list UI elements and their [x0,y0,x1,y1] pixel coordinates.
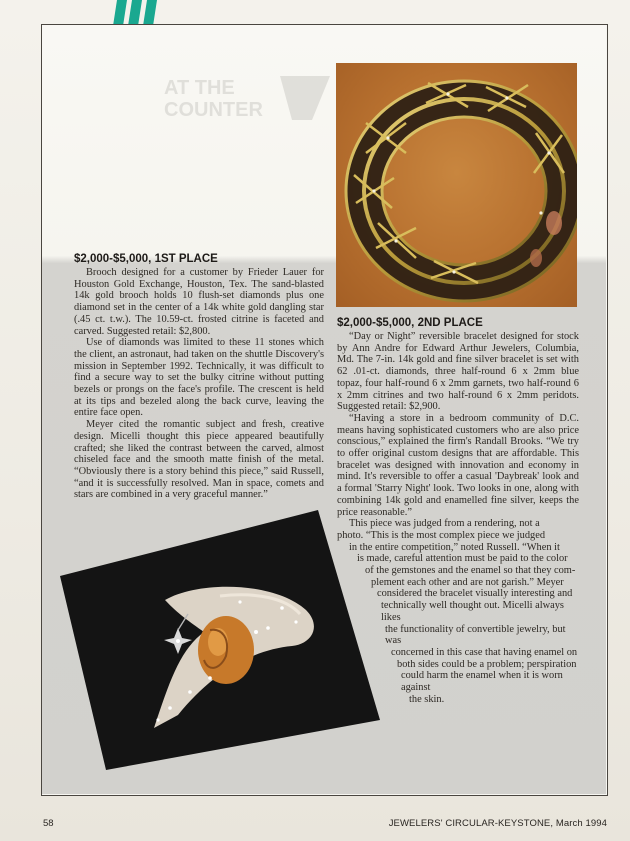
section-logo-line2: COUNTER [164,99,263,121]
second-place-paragraph-3 [337,518,579,705]
first-place-paragraph-3: Meyer cited the romantic subject and fresh, creative design. Micelli thought this piece appeared beautifully crafted; she liked the contrast between the carved, almost chiseled face and the smooth matte finish of the metal. “Obviously there is a story behind this piece,” said Russell, “and it is successfully resolved. Man in space, comets and stars are combined in a very graceful manner.” [74,419,324,501]
wrap-line: could harm the enamel when it is worn against [401,670,563,694]
second-place-paragraph-2: “Having a store in a bedroom community of D.C. means having sophisticated customers who are also price conscious,” explained the firm's Randall Brooks. “We try to offer original custom designs that are affordable. This bracelet was designed with innovation and economy in mind. It's reversible to offer a casual 'Daybreak' look and a formal 'Starry Night' look. Two looks in one, along with combining 14k gold and enamelled fine silver, keeps the price reasonable.” [337,412,579,518]
wrap-line: concerned in this case that having enamel on [391,646,578,658]
bracelet-illustration [336,63,577,307]
section-logo-line1: AT THE [164,77,235,99]
first-place-paragraph-1: Brooch designed for a customer by Frieder Lauer for Houston Gold Exchange, Houston, Tex. The sand-blasted 14k gold brooch holds 10 flush-set diamonds plus one diamond set in the center of a 14k white gold dangling star (.45 ct. t.w.). The 10.59-ct. frosted citrine is faceted and carved. Suggested retail: $2,800. [74,267,324,337]
wrap-line: the skin. [409,693,445,705]
page-number: 58 [43,818,54,829]
section-tab-mark [111,0,159,26]
wrap-line: of the gemstones and the enamel so that they com- [365,565,576,577]
wrap-line: considered the bracelet visually interesting and [377,588,573,600]
first-place-article [74,253,324,501]
second-place-heading: $2,000-$5,000, 2ND PLACE [337,317,483,329]
second-place-paragraph-1: “Day or Night” reversible bracelet designed for stock by Ann Andre for Edward Arthur Jewelers, Columbia, Md. The 7-in. 14k gold and fine silver bracelet is set with 62 .01-ct. diamonds, three half-round 6 x 2mm blue topaz, four half-round 6 x 2mm garnets, two half-round 6 x 2mm citrines and two half-round 6 x 2mm peridots. Suggested retail: $2,900. [337,331,579,413]
brooch-photo [60,510,380,770]
publication-footer: JEWELERS' CIRCULAR-KEYSTONE, March 1994 [388,818,607,829]
wrap-line: the functionality of convertible jewelry, but was [385,623,566,647]
wrap-line: both sides could be a problem; perspiration [397,658,577,670]
wrap-line: technically well thought out. Micelli always likes [381,600,564,623]
wrap-line: in the entire competition,” noted Russell. “When it [349,541,560,553]
wrap-line: plement each other and are not garish.” Meyer [371,576,564,588]
section-logo [162,74,332,122]
second-place-article [337,317,579,706]
wrap-line: is made, careful attention must be paid to the color [357,553,568,565]
first-place-heading: $2,000-$5,000, 1ST PLACE [74,253,218,265]
wrap-line: This piece was judged from a rendering, not a [349,518,540,530]
bracelet-photo [336,63,577,307]
wrap-line: photo. “This is the most complex piece we judged [337,529,546,541]
first-place-paragraph-2: Use of diamonds was limited to these 11 stones which the client, an astronaut, had taken on the shuttle Discovery's mission in September 1992. Technically, it was difficult to find a secure way to set the bulky citrine without putting bezels or prongs on the face's profile. The crescent is held at its tips and bezeled along the back curve, leaving the entire face open. [74,337,324,419]
brooch-illustration [60,510,380,770]
